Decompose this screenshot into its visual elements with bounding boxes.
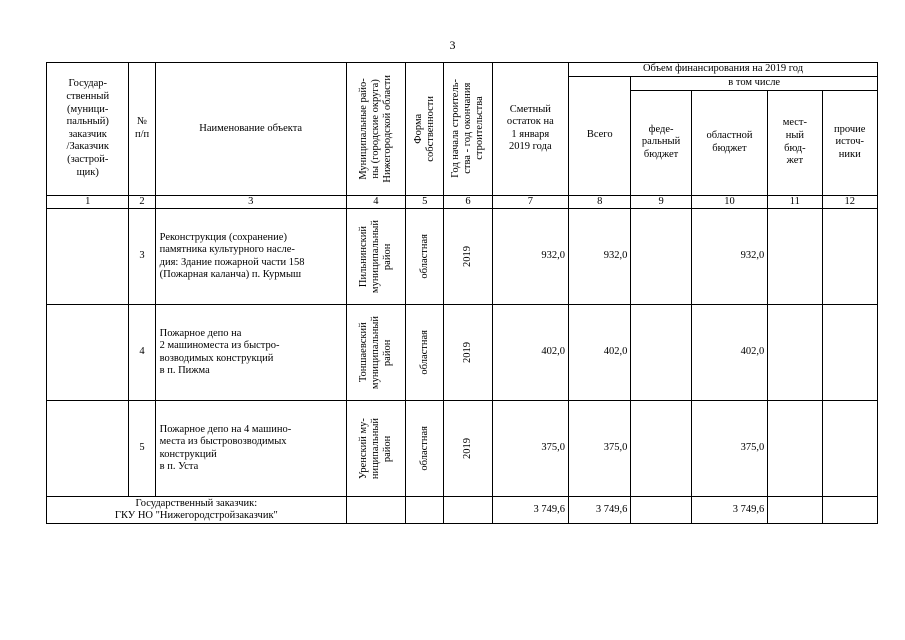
column-number: 4: [346, 195, 405, 209]
header-num: № п/п: [129, 63, 155, 196]
table-row: [47, 401, 878, 497]
financing-table: [46, 62, 878, 524]
row-object-name: Пожарное депо на 4 машино- места из быстровозводимых конструкций в п. Уста: [155, 401, 346, 497]
row-municipality-text: Пильнинский муниципальный район: [357, 220, 393, 294]
total-empty-cell: [768, 497, 822, 524]
page-number: 3: [449, 38, 456, 52]
row-municipality: [346, 401, 405, 497]
row-federal: [631, 401, 691, 497]
header-estimate: Сметный остаток на 1 января 2019 года: [492, 63, 568, 196]
total-empty-cell: [822, 497, 877, 524]
header-years-text: Год начала строитель- ства - год окончания строительства: [449, 79, 485, 179]
row-regional: 402,0: [691, 305, 767, 401]
column-number: 11: [768, 195, 822, 209]
row-estimate: 375,0: [492, 401, 568, 497]
header-including: в том числе: [631, 76, 878, 90]
total-estimate: 3 749,6: [492, 497, 568, 524]
row-regional: 932,0: [691, 209, 767, 305]
column-number: 6: [444, 195, 492, 209]
row-years: [444, 305, 492, 401]
row-customer-cell: [47, 401, 129, 497]
total-row: [47, 497, 878, 524]
row-municipality-text: Тоншаевский муниципальный район: [357, 316, 393, 390]
header-row-1: [47, 63, 878, 77]
total-empty-cell: [346, 497, 405, 524]
row-customer-cell: [47, 305, 129, 401]
header-object-name: Наименование объекта: [155, 63, 346, 196]
header-local: мест- ный бюд- жет: [768, 90, 822, 195]
row-estimate: 932,0: [492, 209, 568, 305]
row-regional: 375,0: [691, 401, 767, 497]
row-years: [444, 401, 492, 497]
row-ownership-text: областная: [418, 330, 430, 375]
row-years-text: 2019: [461, 438, 473, 460]
row-years-text: 2019: [461, 246, 473, 268]
row-total: 375,0: [569, 401, 631, 497]
header-federal: феде- ральный бюджет: [631, 90, 691, 195]
row-total: 932,0: [569, 209, 631, 305]
column-number: 8: [569, 195, 631, 209]
column-number: 9: [631, 195, 691, 209]
column-number-row: [47, 195, 878, 209]
header-municipality: [346, 63, 405, 196]
header-years: [444, 63, 492, 196]
header-regional: областной бюджет: [691, 90, 767, 195]
row-object-name: Реконструкция (сохранение) памятника культурного насле- дия: Здание пожарной части 158 (Пожарная каланча) п. Курмыш: [155, 209, 346, 305]
column-number: 12: [822, 195, 877, 209]
row-municipality: [346, 209, 405, 305]
total-empty-cell: [444, 497, 492, 524]
row-num: 4: [129, 305, 155, 401]
row-ownership-text: областная: [418, 234, 430, 279]
total-regional: 3 749,6: [691, 497, 767, 524]
header-total: Всего: [569, 76, 631, 195]
header-ownership-text: Форма собственности: [412, 95, 436, 162]
row-num: 5: [129, 401, 155, 497]
table-row: [47, 305, 878, 401]
row-local: [768, 209, 822, 305]
row-other: [822, 305, 877, 401]
row-ownership: [406, 305, 444, 401]
row-local: [768, 305, 822, 401]
header-funding-2019: Объем финансирования на 2019 год: [569, 63, 878, 77]
row-other: [822, 209, 877, 305]
total-label: Государственный заказчик: ГКУ НО "Нижегородстройзаказчик": [47, 497, 347, 524]
row-ownership: [406, 401, 444, 497]
header-municipality-text: Муниципальные райо- ны (городские округа) Нижегородской области: [357, 74, 393, 183]
column-number: 10: [691, 195, 767, 209]
row-estimate: 402,0: [492, 305, 568, 401]
column-number: 1: [47, 195, 129, 209]
row-total: 402,0: [569, 305, 631, 401]
row-other: [822, 401, 877, 497]
row-ownership-text: областная: [418, 426, 430, 471]
row-object-name: Пожарное депо на 2 машиноместа из быстро- возводимых конструкций в п. Пижма: [155, 305, 346, 401]
header-other: прочие источ- ники: [822, 90, 877, 195]
total-empty-cell: [406, 497, 444, 524]
column-number: 5: [406, 195, 444, 209]
total-total: 3 749,6: [569, 497, 631, 524]
row-local: [768, 401, 822, 497]
row-years-text: 2019: [461, 342, 473, 364]
column-number: 2: [129, 195, 155, 209]
column-number: 7: [492, 195, 568, 209]
row-ownership: [406, 209, 444, 305]
row-years: [444, 209, 492, 305]
header-ownership: [406, 63, 444, 196]
row-num: 3: [129, 209, 155, 305]
column-number: 3: [155, 195, 346, 209]
row-federal: [631, 209, 691, 305]
total-empty-cell: [631, 497, 691, 524]
row-municipality-text: Уренский му- ниципальный район: [357, 418, 393, 480]
row-municipality: [346, 305, 405, 401]
header-customer: Государ- ственный (муници- пальный) заказчик /Заказчик (застрой- щик): [47, 63, 129, 196]
row-customer-cell: [47, 209, 129, 305]
table-row: [47, 209, 878, 305]
row-federal: [631, 305, 691, 401]
